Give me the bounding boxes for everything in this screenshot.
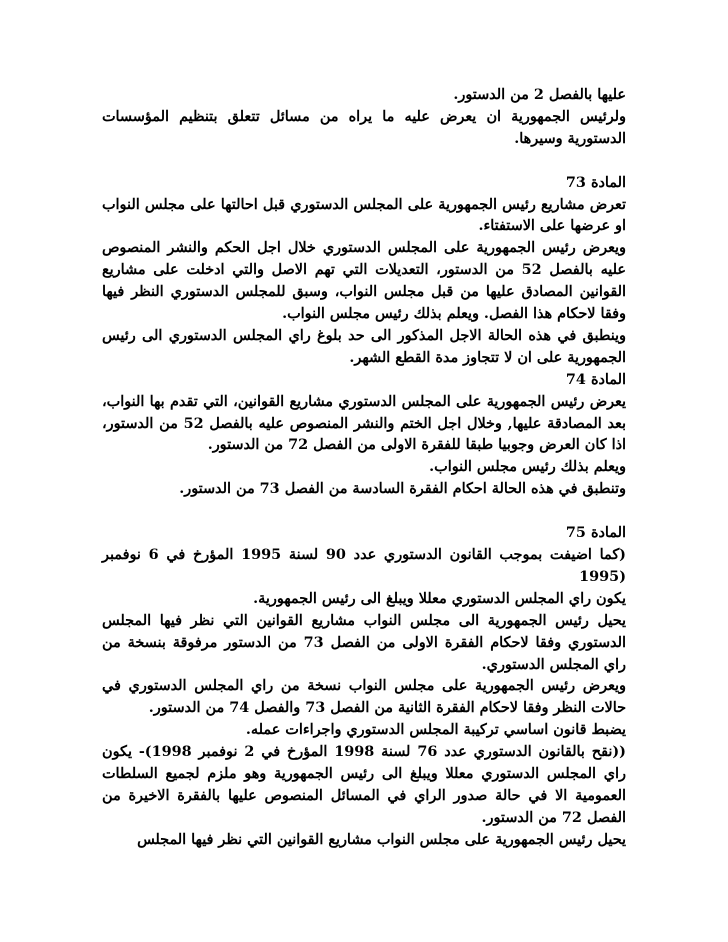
- paragraph: ((نقح بالقانون الدستوري عدد 76 لسنة 1998 المؤرخ في 2 نوفمبر 1998)- يكون راي المجلس الدستوري معللا ويبلغ الى رئيس الجمهورية وهو ملزم لجميع السلطات العمومية الا في حالة صدور الراي في المسائل المنصوص عليها بالفقرة الاخيرة من الفصل 72 من الدستور.: [96, 743, 626, 826]
- paragraph: تعرض مشاريع رئيس الجمهورية على المجلس الدستوري قبل احالتها على مجلس النواب او عرضها على الاستفتاء.: [96, 195, 626, 235]
- paragraph: ويعرض رئيس الجمهورية على مجلس النواب نسخة من راي المجلس الدستوري في حالات النظر وفقا لاحكام الفقرة الثانية من الفصل 73 والفصل 74 من الدستور.: [96, 677, 626, 717]
- blank-line: [102, 150, 626, 172]
- paragraph: يحيل رئيس الجمهورية الى مجلس النواب مشاريع القوانين التي نظر فيها المجلس الدستوري وفقا لاحكام الفقرة الاولى من الفصل 73 من الدستور مرفوقة بنسخة من راي المجلس الدستوري.: [96, 611, 626, 673]
- paragraph: يكون راي المجلس الدستوري معللا ويبلغ الى رئيس الجمهورية.: [253, 589, 626, 607]
- article-heading: المادة 73: [565, 173, 626, 191]
- paragraph: عليها بالفصل 2 من الدستور.: [453, 86, 626, 103]
- paragraph: وتنطبق في هذه الحالة احكام الفقرة السادسة من الفصل 73 من الدستور.: [179, 480, 626, 498]
- article-heading: المادة 75: [565, 524, 626, 542]
- paragraph: ويعرض رئيس الجمهورية على المجلس الدستوري خلال اجل الحكم والنشر المنصوص عليه بالفصل 52 من الدستور، التعديلات التي تهم الاصل والتي ادخلت على مشاريع القوانين المصادق عليها من قبل مجلس النواب، وسبق للمجلس الدستوري النظر فيها وفقا لاحكام هذا الفصل. ويعلم بذلك رئيس مجلس النواب.: [96, 239, 626, 323]
- document-page: [96, 84, 626, 851]
- paragraph: (كما اضيفت بموجب القانون الدستوري عدد 90 لسنة 1995 المؤرخ في 6 نوفمبر (1995: [96, 546, 626, 585]
- article-heading: المادة 74: [565, 370, 626, 388]
- paragraph: وينطبق في هذه الحالة الاجل المذكور الى حد بلوغ راي المجلس الدستوري الى رئيس الجمهورية على ان لا تتجاوز مدة القطع الشهر.: [96, 326, 626, 366]
- blank-line: [102, 500, 626, 522]
- paragraph: يعرض رئيس الجمهورية على المجلس الدستوري مشاريع القوانين، التي تقدم بها النواب، بعد المصادقة عليها, وخلال اجل الختم والنشر المنصوص عليه بالفصل 52 من الدستور، اذا كان العرض وجوبيا طبقا للفقرة الاولى من الفصل 72 من الدستور.: [96, 392, 626, 454]
- paragraph: يحيل رئيس الجمهورية على مجلس النواب مشاريع القوانين التي نظر فيها المجلس: [137, 830, 626, 848]
- paragraph: ولرئيس الجمهورية ان يعرض عليه ما يراه من مسائل تتعلق بتنظيم المؤسسات الدستورية وسيرها.: [96, 107, 626, 147]
- paragraph: ويعلم بذلك رئيس مجلس النواب.: [429, 458, 626, 476]
- paragraph: يضبط قانون اساسي تركيبة المجلس الدستوري واجراءات عمله.: [245, 721, 626, 739]
